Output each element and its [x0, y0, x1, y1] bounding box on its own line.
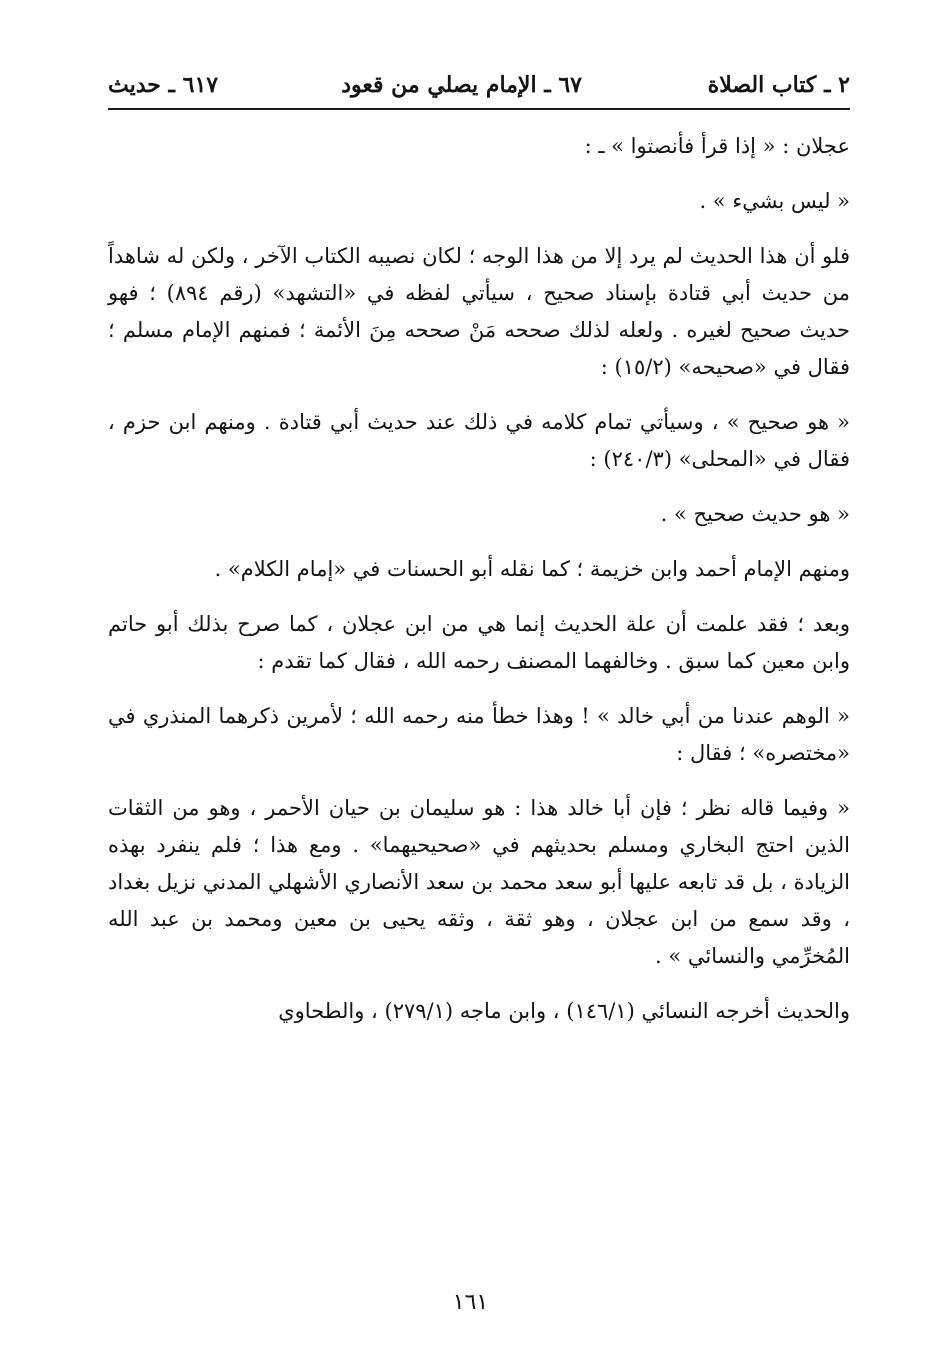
paragraph-5: « هو حديث صحيح » . [660, 502, 850, 526]
body-text [108, 128, 850, 1040]
page-number: ١٦١ [452, 1290, 489, 1315]
paragraph-2: « ليس بشيء » . [699, 189, 850, 213]
header-book-title: ٢ ـ كتاب الصلاة [707, 72, 850, 98]
paragraph-10: والحديث أخرجه النسائي (١٤٦/١) ، وابن ماجه (٢٧٩/١) ، والطحاوي [278, 999, 850, 1023]
paragraph-6: ومنهم الإمام أحمد وابن خزيمة ؛ كما نقله أبو الحسنات في «إمام الكلام» . [214, 557, 850, 581]
paragraph-8: « الوهم عندنا من أبي خالد » ! وهذا خطأ منه رحمه الله ؛ لأمرين ذكرهما المنذري في «مختصره» ؛ فقال : [108, 704, 850, 765]
paragraph-9: « وفيما قاله نظر ؛ فإن أبا خالد هذا : هو سليمان بن حيان الأحمر ، وهو من الثقات الذين احتج البخاري ومسلم بحديثهم في «صحيحيهما» . ومع هذا ؛ فلم ينفرد بهذه الزيادة ، بل قد تابعه عليها أبو سعد محمد بن سعد الأنصاري الأشهلي المدني نزيل بغداد ، وقد سمع من ابن عجلان ، وهو ثقة ، وثقه يحيى بن معين ومحمد بن عبد الله المُخرِّمي والنسائي » . [108, 796, 850, 968]
running-header [108, 72, 850, 106]
paragraph-1: عجلان : « إذا قرأ فأنصتوا » ـ : [584, 134, 850, 158]
paragraph-4: « هو صحيح » ، وسيأتي تمام كلامه في ذلك عند حديث أبي قتادة . ومنهم ابن حزم ، فقال في «المحلى» (٢٤٠/٣) : [108, 410, 850, 471]
paragraph-7: وبعد ؛ فقد علمت أن علة الحديث إنما هي من ابن عجلان ، كما صرح بذلك أبو حاتم وابن معين كما سبق . وخالفهما المصنف رحمه الله ، فقال كما تقدم : [108, 612, 850, 673]
paragraph-3: فلو أن هذا الحديث لم يرد إلا من هذا الوجه ؛ لكان نصيبه الكتاب الآخر ، ولكن له شاهداً من حديث أبي قتادة بإسناد صحيح ، سيأتي لفظه في «التشهد» (رقم ٨٩٤) ؛ فهو حديث صحيح لغيره . ولعله لذلك صححه مَنْ صححه مِنَ الأئمة ؛ فمنهم الإمام مسلم ؛ فقال في «صحيحه» (١٥/٢) : [108, 244, 850, 379]
header-divider [108, 108, 850, 110]
header-chapter-title: ٦٧ ـ الإمام يصلي من قعود [341, 72, 582, 98]
header-hadith-number: ٦١٧ ـ حديث [108, 72, 219, 98]
